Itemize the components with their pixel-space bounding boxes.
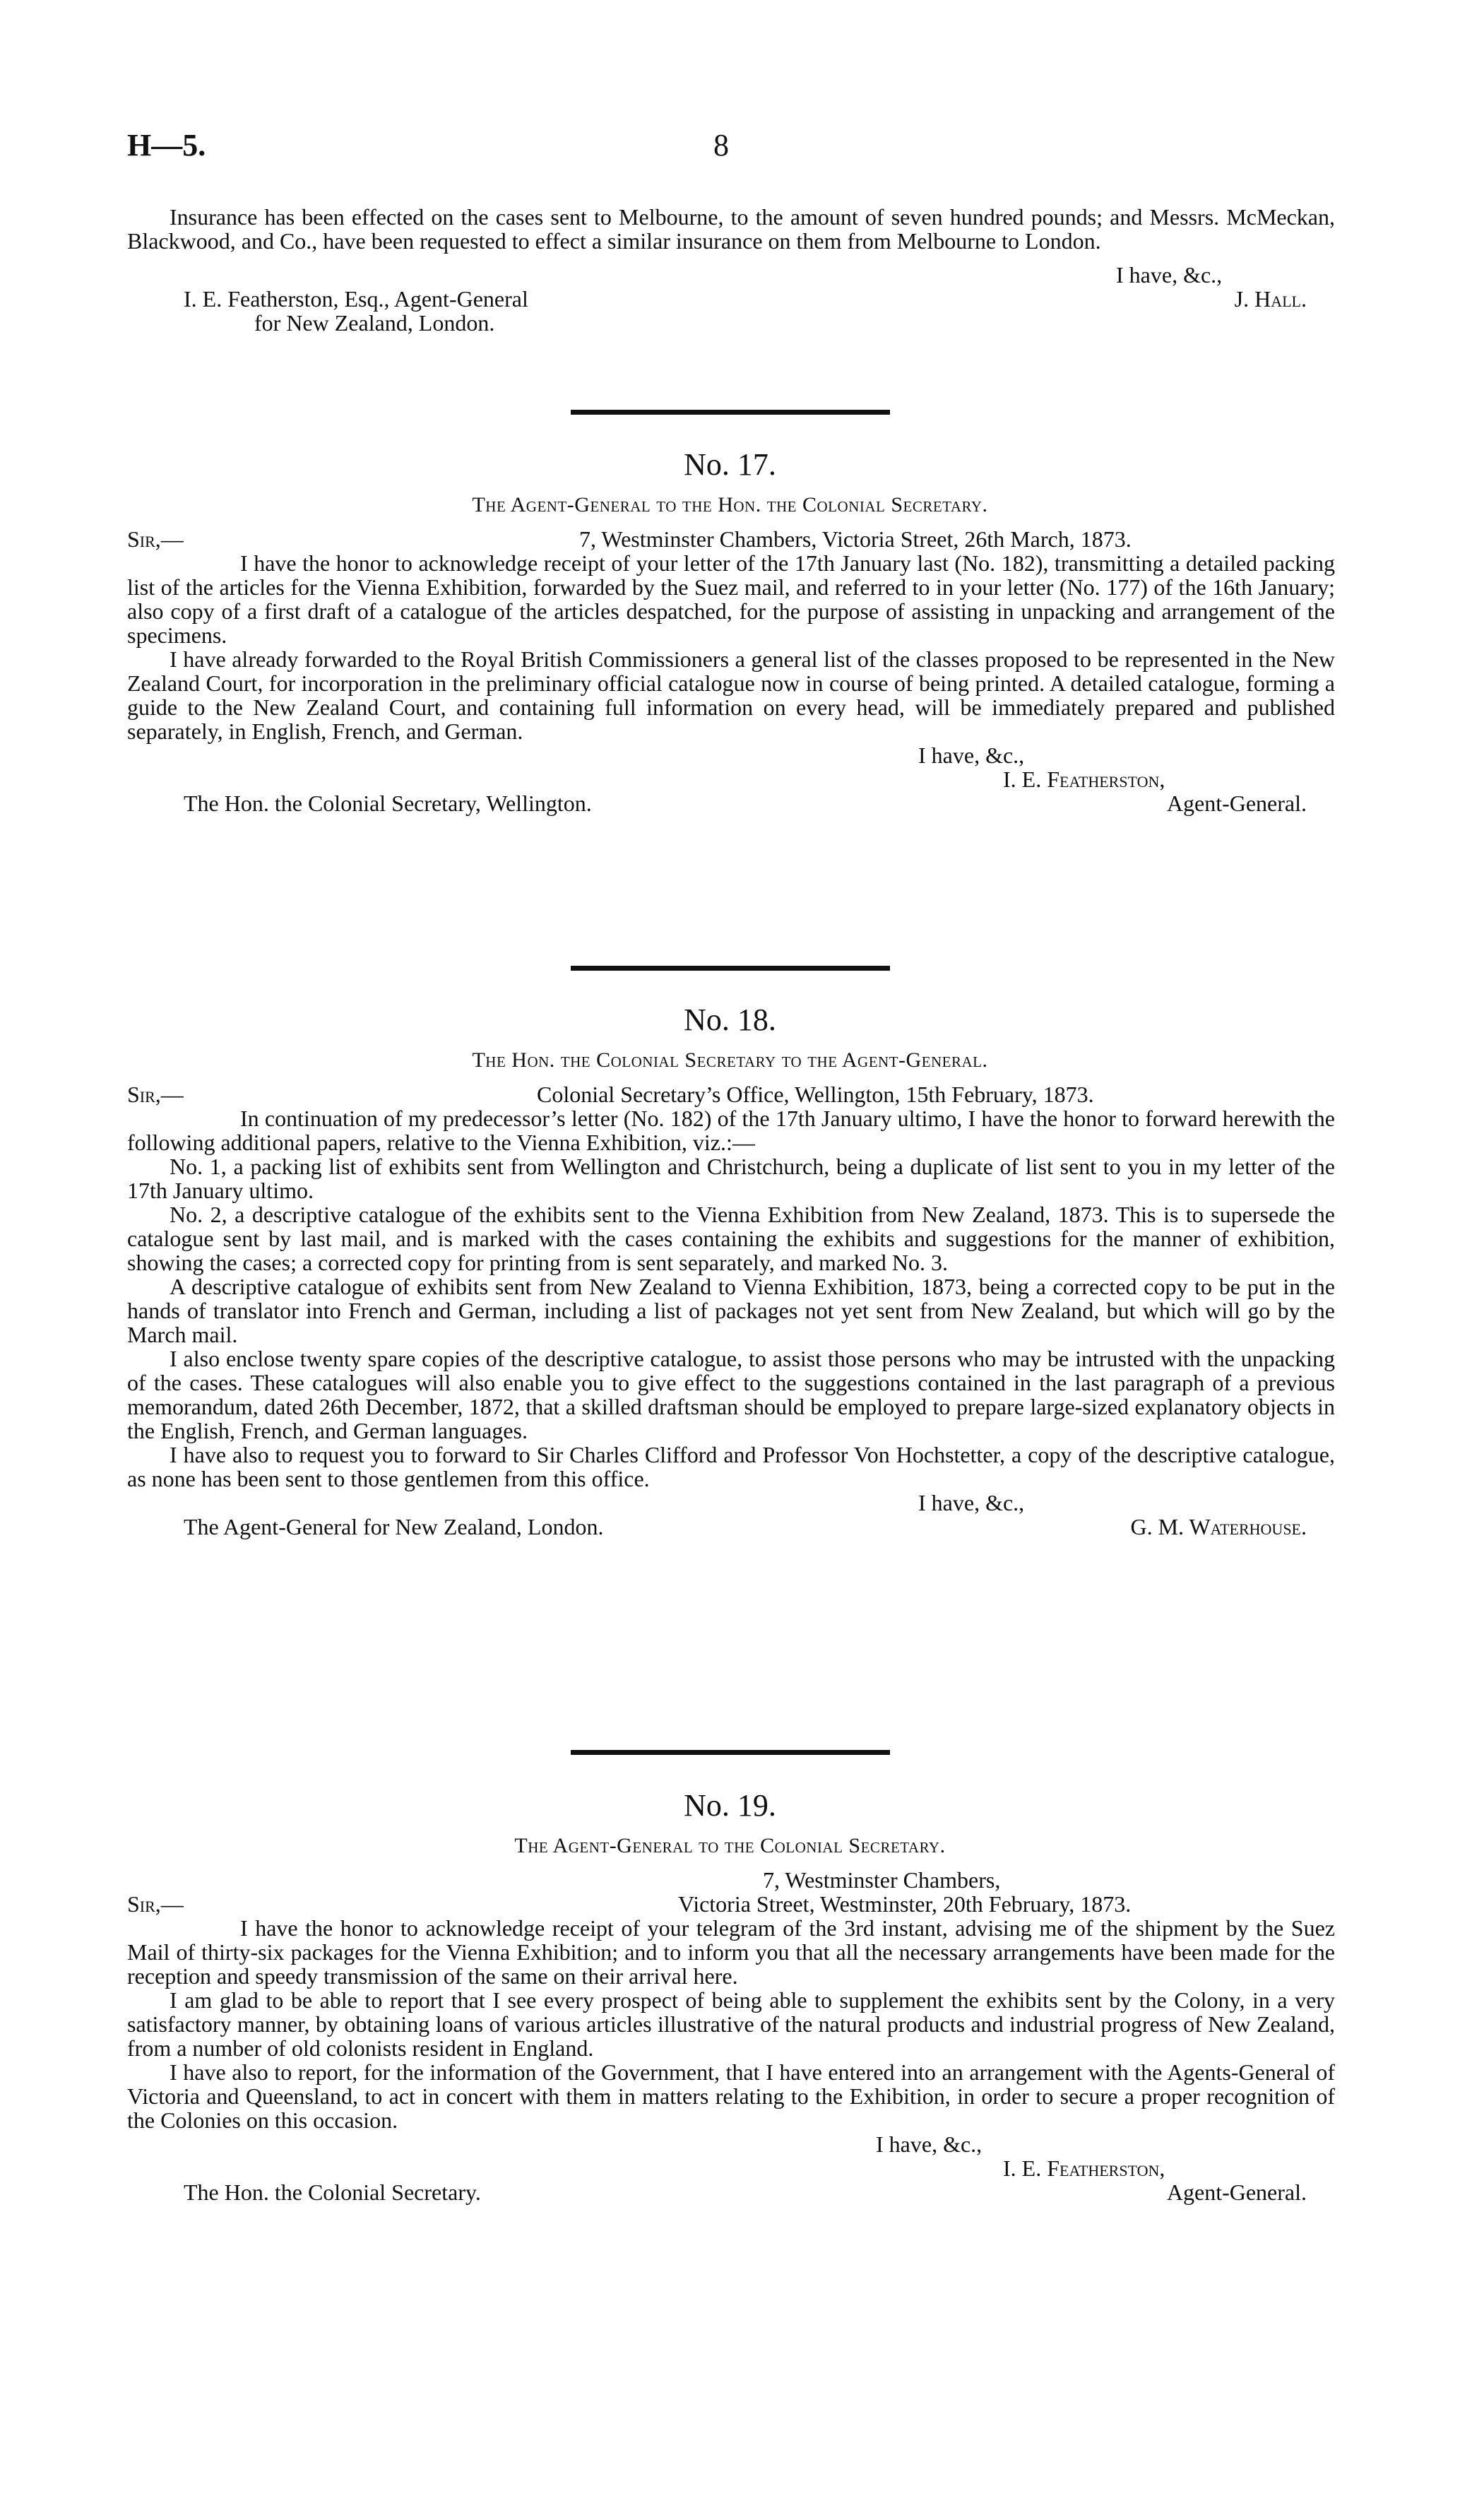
intro-paragraph: Insurance has been effected on the cases sent to Melbourne, to the amount of seven hundred pounds; and Messrs. McMeckan, Blackwood, and Co., have been requested to effect a similar insurance on them from Melbourne to London. <box>127 204 1335 254</box>
letter-19-addressee: The Hon. the Colonial Secretary. <box>184 2179 481 2205</box>
letter-18-paragraph-1: In continuation of my predecessor’s letter (No. 182) of the 17th January ultimo, I have the honor to forward herewith the following additional papers, relative to the Vienna Exhibition, viz.:— <box>127 1106 1335 1155</box>
letter-18-paragraph-2: No. 1, a packing list of exhibits sent from Wellington and Christchurch, being a duplicate of list sent to you in my letter of the 17th January ultimo. <box>127 1154 1335 1203</box>
letter-18-paragraph-4: A descriptive catalogue of exhibits sent from New Zealand to Vienna Exhibition, 1873, being a corrected copy to be put in the hands of translator into French and German, including a list of packages not yet sent from New Zealand, but which will go by the March mail. <box>127 1274 1335 1347</box>
section-divider <box>571 410 890 415</box>
letter-19-address-line2: Victoria Street, Westminster, 20th February, 1873. <box>678 1891 1132 1917</box>
page-number: 8 <box>713 128 729 162</box>
letter-19-closing: I have, &c., <box>876 2131 983 2157</box>
letter-17-salutation: Sir,— <box>127 526 184 552</box>
letter-17-addressee: The Hon. the Colonial Secretary, Wellington. <box>184 791 592 816</box>
document-code: H—5. <box>127 128 206 162</box>
intro-closing: I have, &c., <box>1116 262 1223 288</box>
letter-19-number: No. 19. <box>684 1788 776 1823</box>
section-divider <box>571 966 890 971</box>
intro-section <box>127 205 1335 335</box>
letter-18-caption: The Hon. the Colonial Secretary to the Agent-General. <box>472 1048 988 1072</box>
letter-18-signature: G. M. Waterhouse. <box>1130 1514 1307 1539</box>
letter-17-paragraph-2: I have already forwarded to the Royal British Commissioners a general list of the classes proposed to be represented in the New Zealand Court, for incorporation in the preliminary official catalogue now in course of being printed. A detailed catalogue, forming a guide to the New Zealand Court, and containing full information on every head, will be immediately prepared and published separately, in English, French, and German. <box>127 646 1335 744</box>
letter-18-address: Colonial Secretary’s Office, Wellington, 15th February, 1873. <box>537 1082 1094 1107</box>
letter-18-salutation: Sir,— <box>127 1082 184 1107</box>
letter-19-signature: I. E. Featherston, <box>1003 2155 1165 2181</box>
letter-18-addressee: The Agent-General for New Zealand, London. <box>184 1514 604 1539</box>
letter-19-caption: The Agent-General to the Colonial Secretary. <box>514 1834 946 1857</box>
letter-17-signer-title: Agent-General. <box>1166 791 1307 816</box>
letter-18-paragraph-6: I have also to request you to forward to Sir Charles Clifford and Professor Von Hochstetter, a copy of the descriptive catalogue, as none has been sent to those gentlemen from this office. <box>127 1442 1335 1491</box>
letter-17-paragraph-1: I have the honor to acknowledge receipt of your letter of the 17th January last (No. 182), transmitting a detailed packing list of the articles for the Vienna Exhibition, forwarded by the Suez mail, and referred to in your letter (No. 177) of the 16th January; also copy of a first draft of a catalogue of the articles despatched, for the purpose of assisting in unpacking and arrangement of the specimens. <box>127 550 1335 648</box>
letter-19-paragraph-1: I have the honor to acknowledge receipt of your telegram of the 3rd instant, advising me of the shipment by the Suez Mail of thirty-six packages for the Vienna Exhibition; and to inform you that all the necessary arrangements have been made for the reception and speedy transmission of the same on their arrival here. <box>127 1915 1335 1989</box>
intro-addressee-line2: for New Zealand, London. <box>254 310 495 336</box>
intro-addressee-line1: I. E. Featherston, Esq., Agent-General <box>184 286 528 312</box>
letter-17-address: 7, Westminster Chambers, Victoria Street, 26th March, 1873. <box>579 526 1132 552</box>
letter-18 <box>127 1082 1335 1539</box>
letter-19-salutation: Sir,— <box>127 1891 184 1917</box>
letter-18-number: No. 18. <box>684 1002 776 1037</box>
letter-18-paragraph-5: I also enclose twenty spare copies of the descriptive catalogue, to assist those persons who may be intrusted with the unpacking of the cases. These catalogues will also enable you to give effect to the suggestions contained in the last paragraph of a previous memorandum, dated 26th December, 1872, that a skilled draftsman should be employed to prepare large-sized explanatory objects in the English, French, and German languages. <box>127 1346 1335 1443</box>
letter-17-signature: I. E. Featherston, <box>1003 767 1165 792</box>
letter-17-caption: The Agent-General to the Hon. the Colonial Secretary. <box>472 493 988 516</box>
letter-19-signer-title: Agent-General. <box>1166 2179 1307 2205</box>
section-divider <box>571 1750 890 1755</box>
letter-19-address-line1: 7, Westminster Chambers, <box>763 1867 1001 1893</box>
letter-19 <box>127 1868 1335 2204</box>
intro-signature: J. Hall. <box>1234 286 1307 312</box>
letter-19-paragraph-2: I am glad to be able to report that I see every prospect of being able to supplement the exhibits sent by the Colony, in a very satisfactory manner, by obtaining loans of various articles illustrative of the natural products and industrial progress of New Zealand, from a number of old colonists resident in England. <box>127 1987 1335 2061</box>
letter-17-number: No. 17. <box>684 447 776 482</box>
letter-17-closing: I have, &c., <box>918 743 1025 768</box>
letter-19-paragraph-3: I have also to report, for the information of the Government, that I have entered into an arrangement with the Agents-General of Victoria and Queensland, to act in concert with them in matters relating to the Exhibition, in order to secure a proper recognition of the Colonies on this occasion. <box>127 2059 1335 2133</box>
letter-18-closing: I have, &c., <box>918 1490 1025 1515</box>
letter-17 <box>127 527 1335 815</box>
letter-18-paragraph-3: No. 2, a descriptive catalogue of the exhibits sent to the Vienna Exhibition from New Zealand, 1873. This is to supersede the catalogue sent by last mail, and is marked with the cases containing the exhibits and suggestions for the manner of exhibition, showing the cases; a corrected copy for printing from is sent separately, and marked No. 3. <box>127 1202 1335 1275</box>
